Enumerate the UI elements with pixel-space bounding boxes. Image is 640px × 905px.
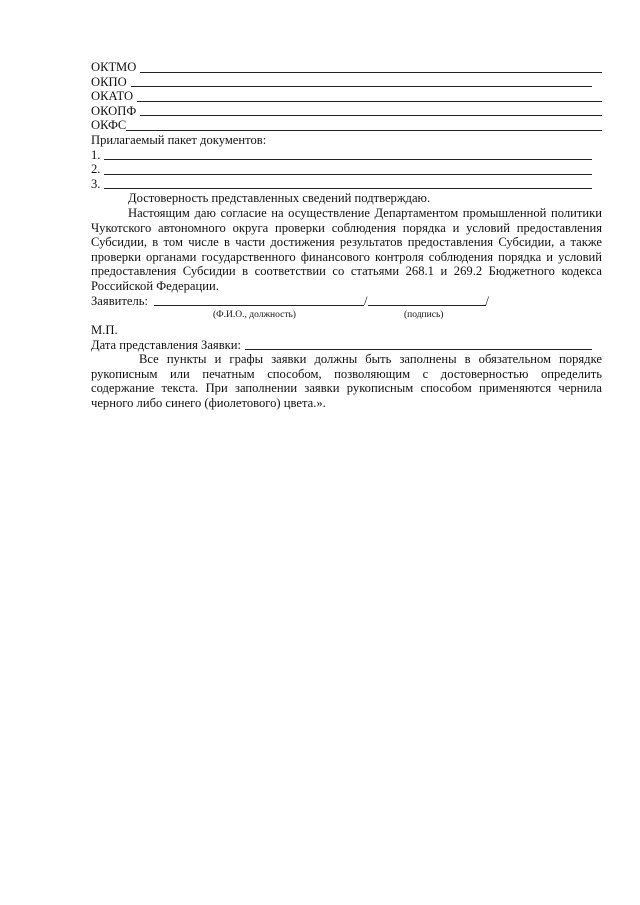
signature-captions — [91, 308, 602, 321]
stamp-row — [91, 323, 602, 338]
document-item-number: 1. — [91, 147, 101, 162]
signature-separator: / — [364, 293, 368, 308]
document-item-number: 3. — [91, 176, 101, 191]
okato-field-line[interactable] — [137, 90, 602, 102]
document-item-line[interactable] — [104, 148, 592, 160]
confirmation-text: Достоверность представленных сведений подтверждаю. — [128, 191, 431, 206]
okpo-field-line[interactable] — [131, 75, 592, 87]
application-form-page — [91, 60, 602, 411]
documents-title-row — [91, 133, 602, 148]
document-item-row — [91, 177, 602, 192]
document-item-row — [91, 162, 602, 177]
okopf-field-line[interactable] — [140, 104, 602, 116]
okopf-label: ОКОПФ — [91, 103, 137, 118]
okfs-label: ОКФС — [91, 118, 127, 133]
document-item-number: 2. — [91, 162, 101, 177]
submission-date-line[interactable] — [245, 338, 592, 350]
signature-separator: / — [485, 293, 489, 308]
stamp-label: М.П. — [91, 323, 118, 338]
document-item-line[interactable] — [104, 163, 592, 175]
submission-date-row — [91, 338, 602, 353]
oktmo-label: ОКТМО — [91, 60, 137, 74]
okfs-field-line[interactable] — [126, 119, 602, 131]
applicant-name-line[interactable] — [154, 294, 364, 306]
applicant-signature-row — [91, 294, 602, 309]
okato-row — [91, 89, 602, 104]
okopf-row — [91, 104, 602, 119]
okato-label: ОКАТО — [91, 89, 134, 104]
completion-note: Все пункты и графы заявки должны быть заполнены в обязательном порядке рукописным или печатным способом, позволяющим с достоверностью определить содержание текста. При заполнении заявки рукописным способом применяются чернила черного либо синего (фиолетового) цвета.». — [91, 352, 602, 411]
okfs-row — [91, 118, 602, 133]
okpo-label: ОКПО — [91, 74, 127, 89]
documents-title: Прилагаемый пакет документов: — [91, 132, 267, 147]
consent-paragraph: Настоящим даю согласие на осуществление Департаментом промышленной политики Чукотского автономного округа проверки соблюдения порядка и условий предоставления Субсидии, в том числе в части достижения результатов предоставления Субсидии, а также проверки органами государственного финансового контроля соблюдения порядка и условий предоставления Субсидии в соответствии со статьями 268.1 и 269.2 Бюджетного кодекса Российской Федерации. — [91, 205, 602, 293]
document-item-line[interactable] — [104, 177, 592, 189]
oktmo-row — [91, 60, 602, 75]
document-item-row — [91, 148, 602, 163]
okpo-row — [91, 75, 602, 90]
oktmo-field-line[interactable] — [140, 61, 602, 73]
caption-signature: (подпись) — [404, 310, 444, 321]
applicant-sign-line[interactable] — [368, 294, 486, 306]
submission-date-label: Дата представления Заявки: — [91, 337, 242, 352]
caption-fio: (Ф.И.О., должность) — [213, 310, 296, 321]
applicant-label: Заявитель: — [91, 293, 148, 308]
